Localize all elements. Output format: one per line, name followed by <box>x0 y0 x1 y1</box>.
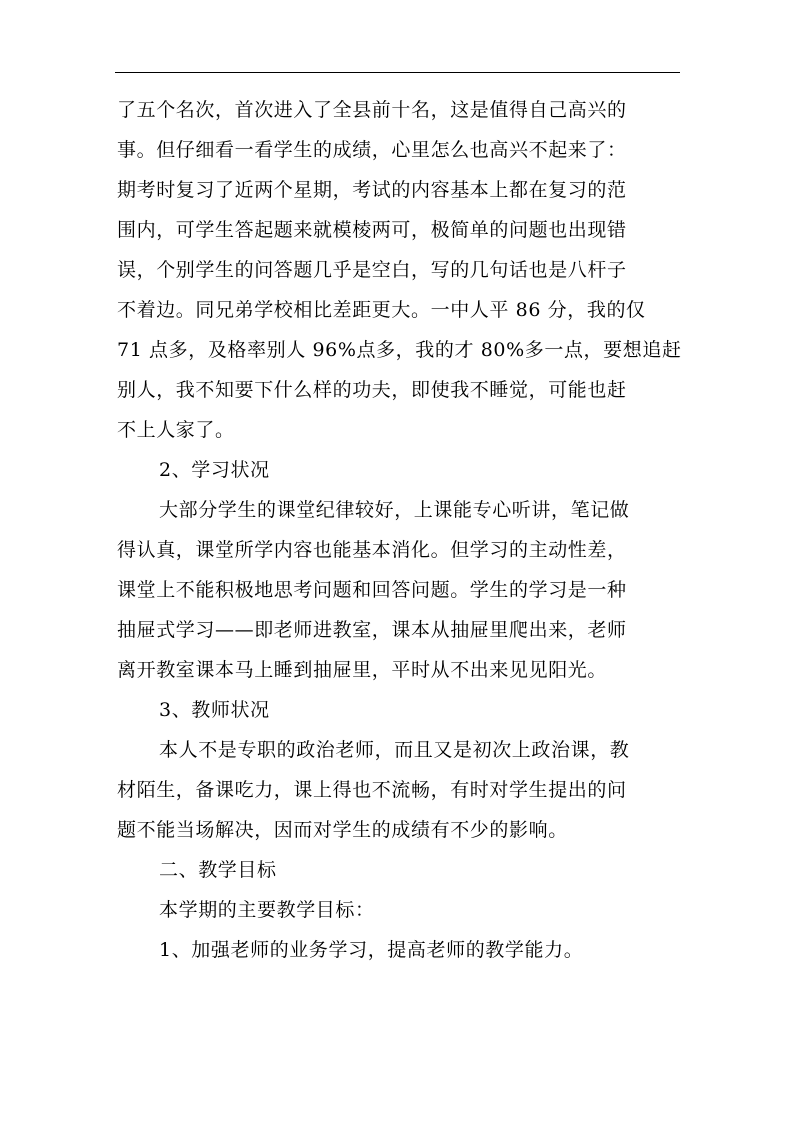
text-line: 抽屉式学习——即老师进教室，课本从抽屉里爬出来，老师 <box>117 619 627 641</box>
text-line: 不着边。同兄弟学校相比差距更大。一中人平 86 分，我的仅 <box>117 299 646 321</box>
text-line: 材陌生，备课吃力，课上得也不流畅，有时对学生提出的问 <box>117 779 627 801</box>
text-line: 课堂上不能积极地思考问题和回答问题。学生的学习是一种 <box>117 579 627 601</box>
text-line: 离开教室课本马上睡到抽屉里，平时从不出来见见阳光。 <box>117 659 608 681</box>
list-item: 1、加强老师的业务学习，提高老师的教学能力。 <box>159 939 584 961</box>
section-heading-teacher-status: 3、教师状况 <box>159 699 270 721</box>
header-rule <box>115 72 680 73</box>
text-line: 围内，可学生答起题来就模棱两可，极简单的问题也出现错 <box>117 219 627 241</box>
text-line: 期考时复习了近两个星期，考试的内容基本上都在复习的范 <box>117 179 627 201</box>
document-body <box>117 90 683 970</box>
section-heading-teaching-goals: 二、教学目标 <box>159 859 277 881</box>
text-line: 不上人家了。 <box>117 419 235 441</box>
text-line: 本学期的主要教学目标： <box>159 899 375 921</box>
text-line: 71 点多，及格率别人 96%点多，我的才 80%多一点，要想追赶 <box>117 339 682 361</box>
text-line: 本人不是专职的政治老师，而且又是初次上政治课，教 <box>159 739 630 761</box>
text-line: 大部分学生的课堂纪律较好，上课能专心听讲，笔记做 <box>159 499 630 521</box>
section-heading-study-status: 2、学习状况 <box>159 459 270 481</box>
text-line: 题不能当场解决，因而对学生的成绩有不少的影响。 <box>117 819 568 841</box>
text-line: 得认真，课堂所学内容也能基本消化。但学习的主动性差， <box>117 539 627 561</box>
text-line: 事。但仔细看一看学生的成绩，心里怎么也高兴不起来了： <box>117 139 627 161</box>
text-line: 别人，我不知要下什么样的功夫，即使我不睡觉，可能也赶 <box>117 379 627 401</box>
text-line: 了五个名次，首次进入了全县前十名，这是值得自己高兴的 <box>117 99 627 121</box>
text-line: 误，个别学生的问答题几乎是空白，写的几句话也是八杆子 <box>117 259 627 281</box>
